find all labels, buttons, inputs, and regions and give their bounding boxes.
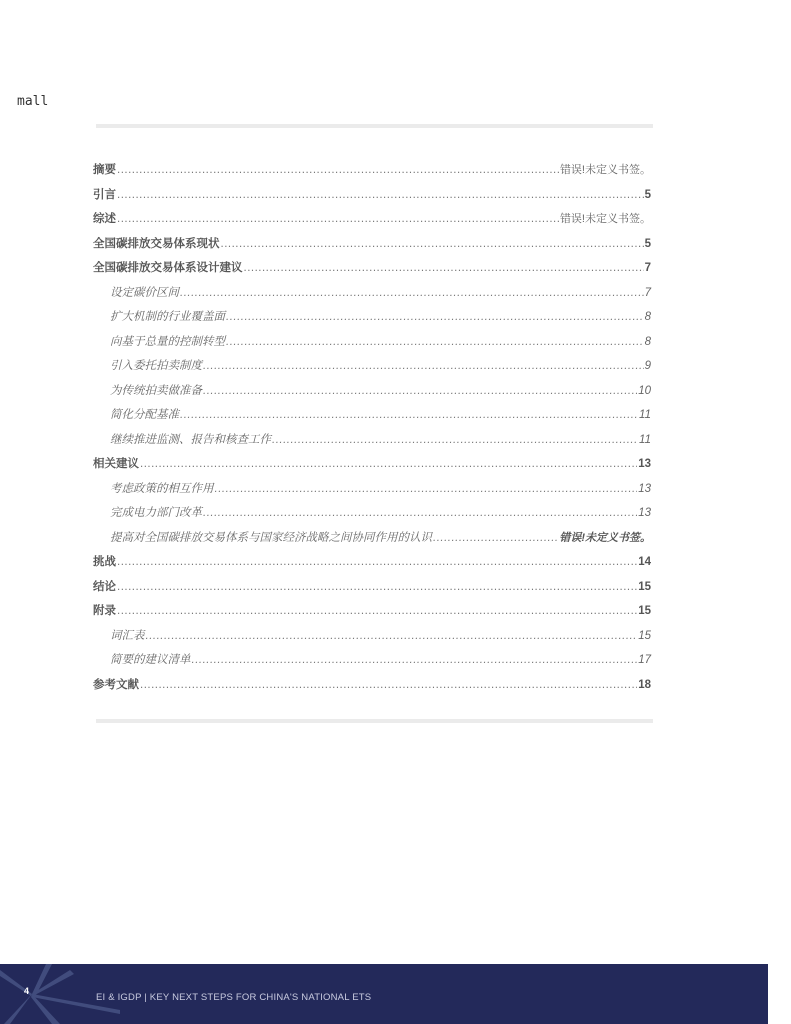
toc-entry-page: 17 xyxy=(638,654,651,666)
toc-dot-leader xyxy=(203,354,644,379)
toc-entry-page: 7 xyxy=(644,286,651,299)
toc-entry[interactable] xyxy=(93,599,651,624)
toc-dot-leader xyxy=(215,477,638,502)
toc-entry-page: 错误!未定义书签。 xyxy=(559,531,651,544)
toc-entry-title: 引入委托拍卖制度 xyxy=(110,360,202,372)
toc-entry[interactable] xyxy=(93,354,651,379)
toc-entry-title: 提高对全国碳排放交易体系与国家经济战略之间协同作用的认识 xyxy=(110,531,432,544)
toc-entry-title: 简要的建议清单 xyxy=(110,654,191,666)
toc-dot-leader xyxy=(244,256,644,281)
toc-entry-title: 词汇表 xyxy=(110,629,145,642)
bottom-divider xyxy=(96,719,653,723)
toc-entry[interactable] xyxy=(93,183,651,208)
toc-entry-title: 相关建议 xyxy=(93,458,139,470)
toc-entry[interactable] xyxy=(93,403,651,428)
toc-entry-title: 全国碳排放交易体系设计建议 xyxy=(93,262,243,274)
toc-entry-title: 扩大机制的行业覆盖面 xyxy=(110,311,225,323)
toc-entry[interactable] xyxy=(93,207,651,232)
toc-dot-leader xyxy=(180,403,638,428)
toc-dot-leader xyxy=(117,158,559,183)
table-of-contents xyxy=(93,158,651,697)
toc-entry-title: 附录 xyxy=(93,605,116,617)
toc-dot-leader xyxy=(117,550,637,575)
toc-dot-leader xyxy=(226,305,644,330)
toc-dot-leader xyxy=(203,379,637,404)
toc-entry[interactable] xyxy=(93,501,651,526)
toc-entry-page: 8 xyxy=(644,335,651,348)
toc-entry[interactable] xyxy=(93,428,651,453)
toc-entry[interactable] xyxy=(93,452,651,477)
toc-entry[interactable] xyxy=(93,550,651,575)
toc-dot-leader xyxy=(192,648,638,673)
toc-entry[interactable] xyxy=(93,379,651,404)
toc-entry-title: 考虑政策的相互作用 xyxy=(110,482,214,495)
footer-text: EI & IGDP | KEY NEXT STEPS FOR CHINA'S NATIONAL ETS xyxy=(96,992,372,1003)
toc-dot-leader xyxy=(272,428,638,453)
toc-entry-page: 11 xyxy=(639,433,651,446)
toc-entry-page: 14 xyxy=(638,556,651,568)
toc-entry-page: 15 xyxy=(638,580,651,593)
toc-entry-page: 15 xyxy=(638,629,651,642)
toc-dot-leader xyxy=(140,452,637,477)
toc-dot-leader xyxy=(433,526,558,551)
toc-dot-leader xyxy=(140,673,637,698)
toc-entry[interactable] xyxy=(93,232,651,257)
toc-entry[interactable] xyxy=(93,305,651,330)
toc-entry-title: 综述 xyxy=(93,213,116,225)
toc-dot-leader xyxy=(203,501,637,526)
toc-entry-title: 简化分配基准 xyxy=(110,409,179,421)
toc-dot-leader xyxy=(117,207,559,232)
toc-entry-page: 13 xyxy=(638,482,651,495)
toc-entry-page: 错误!未定义书签。 xyxy=(559,213,651,225)
toc-entry-title: 为传统拍卖做准备 xyxy=(110,384,202,397)
toc-entry-title: 挑战 xyxy=(93,556,116,568)
toc-entry-title: 全国碳排放交易体系现状 xyxy=(93,237,220,250)
toc-dot-leader xyxy=(146,624,638,649)
toc-entry[interactable] xyxy=(93,624,651,649)
toc-dot-leader xyxy=(180,281,644,306)
toc-entry-page: 5 xyxy=(644,188,651,201)
toc-entry-page: 11 xyxy=(639,409,651,421)
toc-entry-page: 错误!未定义书签。 xyxy=(559,164,651,176)
toc-entry[interactable] xyxy=(93,477,651,502)
toc-entry-title: 摘要 xyxy=(93,164,116,176)
toc-dot-leader xyxy=(117,575,637,600)
toc-entry-page: 18 xyxy=(638,678,651,691)
stray-text: mall xyxy=(17,94,49,109)
toc-entry[interactable] xyxy=(93,526,651,551)
toc-entry-page: 5 xyxy=(644,237,651,250)
toc-entry-page: 10 xyxy=(638,384,651,397)
top-divider xyxy=(96,124,653,128)
toc-dot-leader xyxy=(226,330,644,355)
toc-entry-title: 继续推进监测、报告和核查工作 xyxy=(110,433,271,446)
toc-entry-page: 8 xyxy=(644,311,651,323)
toc-entry-page: 9 xyxy=(644,360,651,372)
toc-dot-leader xyxy=(221,232,644,257)
toc-entry[interactable] xyxy=(93,256,651,281)
toc-entry[interactable] xyxy=(93,673,651,698)
toc-dot-leader xyxy=(117,183,644,208)
toc-entry-title: 结论 xyxy=(93,580,116,593)
toc-entry-page: 15 xyxy=(638,605,651,617)
toc-entry-title: 完成电力部门改革 xyxy=(110,507,202,519)
toc-entry[interactable] xyxy=(93,575,651,600)
toc-entry-page: 13 xyxy=(638,458,651,470)
toc-entry-title: 引言 xyxy=(93,188,116,201)
toc-entry[interactable] xyxy=(93,648,651,673)
toc-entry-title: 设定碳价区间 xyxy=(110,286,179,299)
toc-entry[interactable] xyxy=(93,281,651,306)
page-footer xyxy=(0,964,768,1024)
toc-dot-leader xyxy=(117,599,637,624)
toc-entry[interactable] xyxy=(93,158,651,183)
toc-entry-page: 13 xyxy=(638,507,651,519)
page-number: 4 xyxy=(24,986,30,996)
toc-entry-page: 7 xyxy=(644,262,651,274)
toc-entry-title: 向基于总量的控制转型 xyxy=(110,335,225,348)
toc-entry[interactable] xyxy=(93,330,651,355)
toc-entry-title: 参考文献 xyxy=(93,678,139,691)
